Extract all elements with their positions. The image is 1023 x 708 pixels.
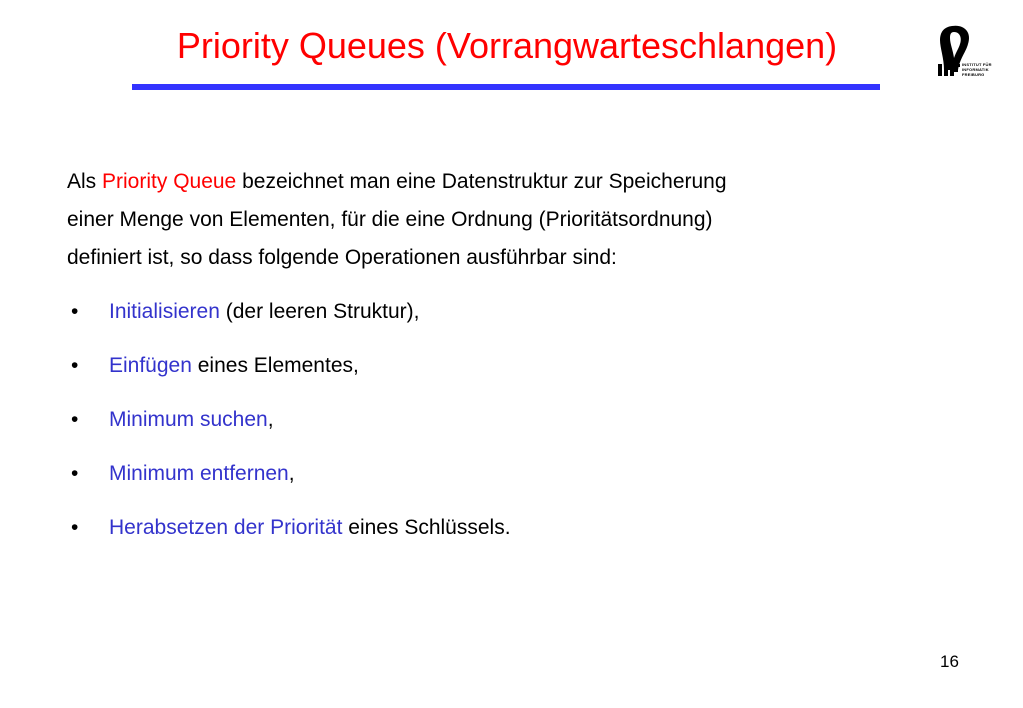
operation-term: Initialisieren <box>109 300 220 323</box>
intro-paragraph <box>67 163 927 277</box>
operation-rest: (der leeren Struktur), <box>219 300 420 323</box>
operation-rest: , <box>267 408 274 431</box>
logo-text-line: FREIBURG <box>962 72 985 77</box>
intro-line-3: definiert ist, so dass folgende Operationen ausführbar sind: <box>67 246 617 269</box>
operation-term: Minimum suchen <box>109 408 268 431</box>
intro-prefix: Als <box>67 170 103 193</box>
bullet-icon: • <box>71 300 79 323</box>
operations-list <box>67 294 511 564</box>
bullet-icon: • <box>71 354 79 377</box>
title-underline <box>132 84 880 90</box>
list-item <box>67 456 511 510</box>
intro-line-1 <box>67 163 927 201</box>
bullet-icon: • <box>71 408 79 431</box>
list-item <box>67 294 511 348</box>
priority-queue-term: Priority Queue <box>102 170 237 193</box>
operation-term: Minimum entfernen <box>109 462 289 485</box>
page-number: 16 <box>940 652 959 671</box>
list-item <box>67 348 511 402</box>
intro-line-2: einer Menge von Elementen, für die eine Ordnung (Prioritätsordnung) <box>67 208 713 231</box>
bullet-icon: • <box>71 516 79 539</box>
intro-suffix: bezeichnet man eine Datenstruktur zur Speicherung <box>236 170 727 193</box>
bullet-icon: • <box>71 462 79 485</box>
logo-text-line: INSTITUT FÜR <box>962 62 992 67</box>
logo-text <box>962 62 992 77</box>
logo-text-line: INFORMATIK <box>962 67 989 72</box>
operation-rest: eines Elementes, <box>191 354 359 377</box>
operation-rest: eines Schlüssels. <box>342 516 511 539</box>
operation-rest: , <box>288 462 295 485</box>
slide-title: Priority Queues (Vorrangwarteschlangen) <box>176 25 838 66</box>
operation-term: Einfügen <box>109 354 192 377</box>
operation-term: Herabsetzen der Priorität <box>109 516 343 539</box>
list-item <box>67 402 511 456</box>
list-item <box>67 510 511 564</box>
